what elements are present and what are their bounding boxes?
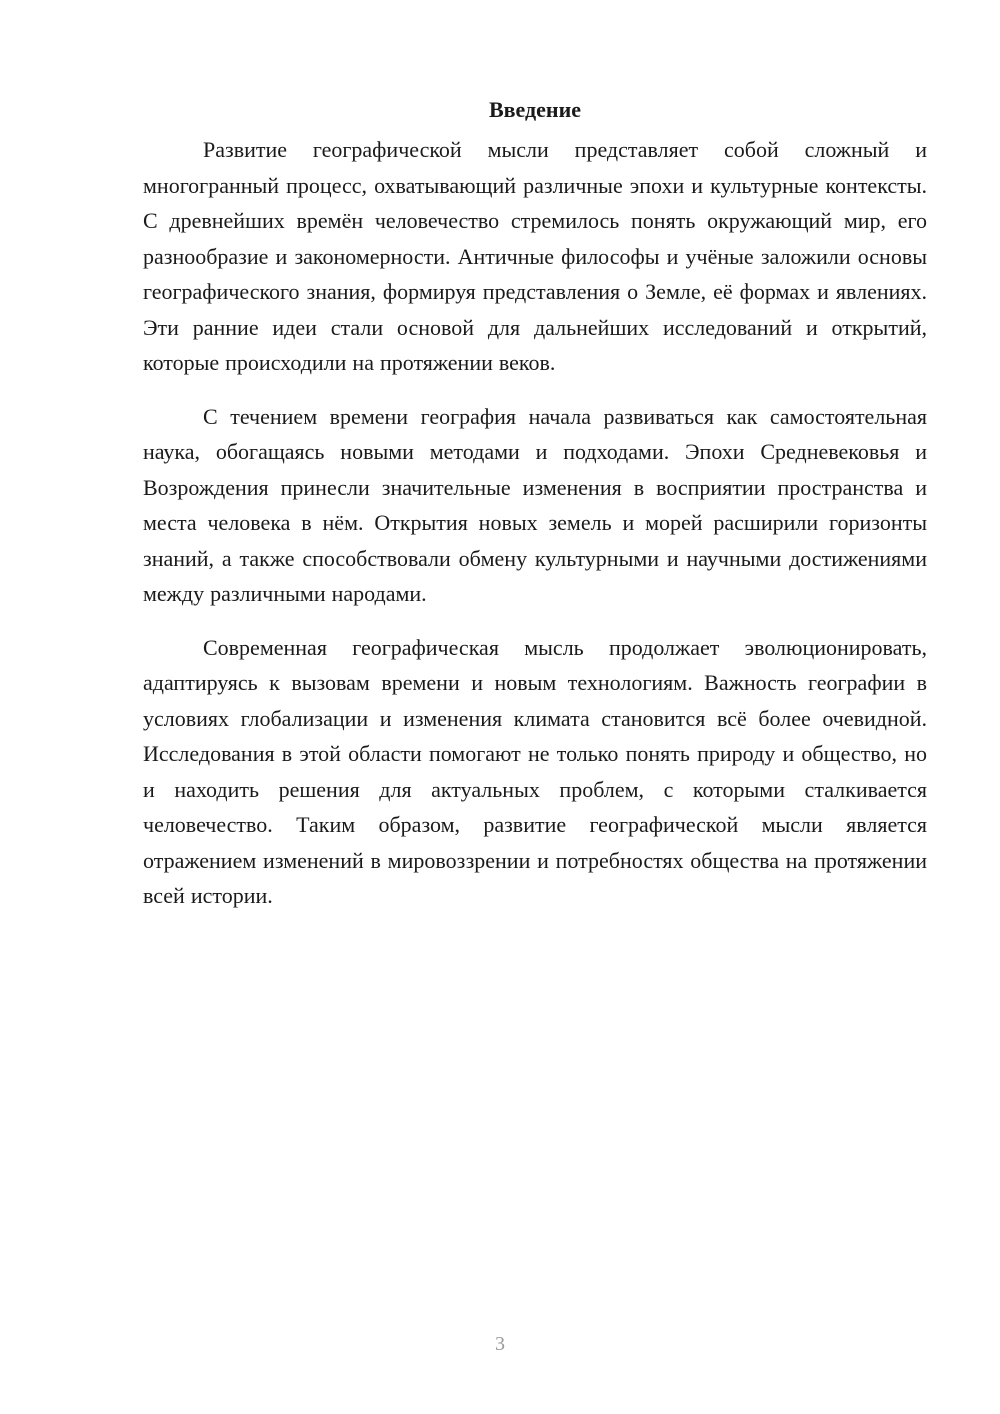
page-number: 3: [495, 1333, 505, 1355]
paragraph-3: Современная географическая мысль продолжает эволюционировать, адаптируясь к вызовам времени и новым технологиям. Важность географии в условиях глобализации и изменения климата становится всё более очевидной. Исследования в этой области помогают не только понять природу и общество, но и находить решения для актуальных проблем, с которыми сталкивается человечество. Таким образом, развитие географической мысли является отражением изменений в мировоззрении и потребностях общества на протяжении всей истории.: [143, 634, 927, 908]
page-content: [143, 92, 927, 932]
paragraph-1: Развитие географической мысли представляет собой сложный и многогранный процесс, охватывающий различные эпохи и культурные контексты. С древнейших времён человечество стремилось понять окружающий мир, его разнообразие и закономерности. Античные философы и учёные заложили основы географического знания, формируя представления о Земле, её формах и явлениях. Эти ранние идеи стали основой для дальнейших исследований и открытий, которые происходили на протяжении веков.: [143, 137, 927, 375]
paragraph-2: С течением времени география начала развиваться как самостоятельная наука, обогащаясь новыми методами и подходами. Эпохи Средневековья и Возрождения принесли значительные изменения в восприятии пространства и места человека в нём. Открытия новых земель и морей расширили горизонты знаний, а также способствовали обмену культурными и научными достижениями между различными народами.: [143, 403, 927, 606]
section-heading: Введение: [488, 97, 582, 122]
